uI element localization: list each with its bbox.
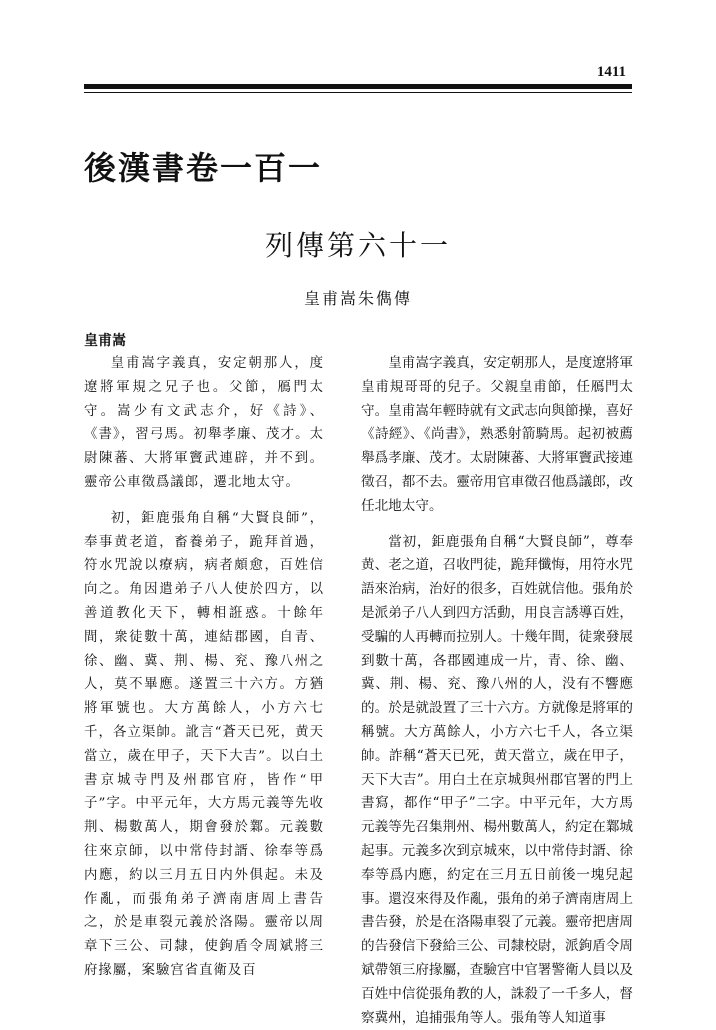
page-number: 1411 bbox=[596, 64, 626, 80]
biography-title: 皇甫嵩朱儁傳 bbox=[303, 289, 412, 308]
chapter-title: 列傳第六十一 bbox=[264, 229, 451, 262]
classical-text-column bbox=[84, 352, 324, 983]
header-rule-thin bbox=[84, 92, 632, 93]
header-rule-thick bbox=[84, 84, 632, 89]
modern-paragraph-1: 皇甫嵩字義真，安定朝那人，是度遼將軍皇甫規哥哥的兒子。父親皇甫節，任鴈門太守。皇甫嵩年輕時就有文武志向與節操，喜好《詩經》、《尚書》，熟悉射箭騎馬。起初被薦舉爲孝廉、茂才。太尉陳蕃、大將軍竇武接連徵召，都不去。靈帝用官車徵召他爲議郎，改任北地太守。 bbox=[361, 355, 633, 514]
book-title: 後漢書卷一百一 bbox=[84, 149, 323, 187]
modern-paragraph-2: 當初，鉅鹿張角自稱“大賢良師”，尊奉黄、老之道，召收門徒，跪拜懺悔，用符水咒語來治病，治好的很多，百姓就信他。張角於是派弟子八人到四方活動，用良言誘導百姓，受騙的人再轉而拉别人。十幾年間，徒衆發展到數十萬，各郡國連成一片，青、徐、幽、冀、荆、楊、兖、豫八州的人，没有不響應的。於是就設置了三十六方。方就像是將軍的稱號。大方萬餘人，小方六七千人，各立渠帥。詐稱“蒼天已死，黄天當立，歲在甲子，天下大吉”。用白土在京城與州郡官署的門上書寫，都作“甲子”二字。中平元年，大方馬元義等先召集荆州、楊州數萬人，約定在鄴城起事。元義多次到京城來，以中常侍封諝、徐奉等爲内應，約定在三月五日前後一塊兒起事。還沒來得及作亂，張角的弟子濟南唐周上書告發，於是在洛陽車裂了元義。靈帝把唐周的告發信下發給三公、司隸校尉，派鉤盾令周斌帶領三府掾屬，查驗宫中官署警衛人員以及百姓中信從張角教的人，誅殺了一千多人，督察冀州，追捕張角等人。張角等人知道事 bbox=[361, 533, 633, 1026]
classical-paragraph-1: 皇甫嵩字義真，安定朝那人，度遼將軍規之兄子也。父節，鴈門太守。嵩少有文武志介，好《詩》、《書》，習弓馬。初舉孝廉、茂才。太尉陳蕃、大將軍竇武連辟，并不到。靈帝公車徵爲議郎，遷北地太守。 bbox=[84, 356, 324, 490]
modern-translation-column bbox=[361, 352, 633, 1030]
section-heading: 皇甫嵩 bbox=[84, 333, 126, 349]
classical-paragraph-2: 初，鉅鹿張角自稱“大賢良師”，奉事黄老道，畜養弟子，跪拜首過，符水咒說以療病，病者頗愈，百姓信向之。角因遣弟子八人使於四方，以善道教化天下，轉相誑惑。十餘年間，衆徒數十萬，連結郡國，自青、徐、幽、冀、荆、楊、兖、豫八州之人，莫不畢應。遂置三十六方。方猶將軍號也。大方萬餘人，小方六七千，各立渠帥。訛言“蒼天已死，黄天當立，歲在甲子，天下大吉”。以白土書京城寺門及州郡官府，皆作“甲子”字。中平元年，大方馬元義等先收荆、楊數萬人，期會發於鄴。元義數往來京師，以中常侍封諝、徐奉等爲内應，約以三月五日内外俱起。未及作亂，而張角弟子濟南唐周上書告之，於是車裂元義於洛陽。靈帝以周章下三公、司隸，使鉤盾令周斌將三府掾屬，案驗宫省直衛及百 bbox=[84, 510, 324, 978]
